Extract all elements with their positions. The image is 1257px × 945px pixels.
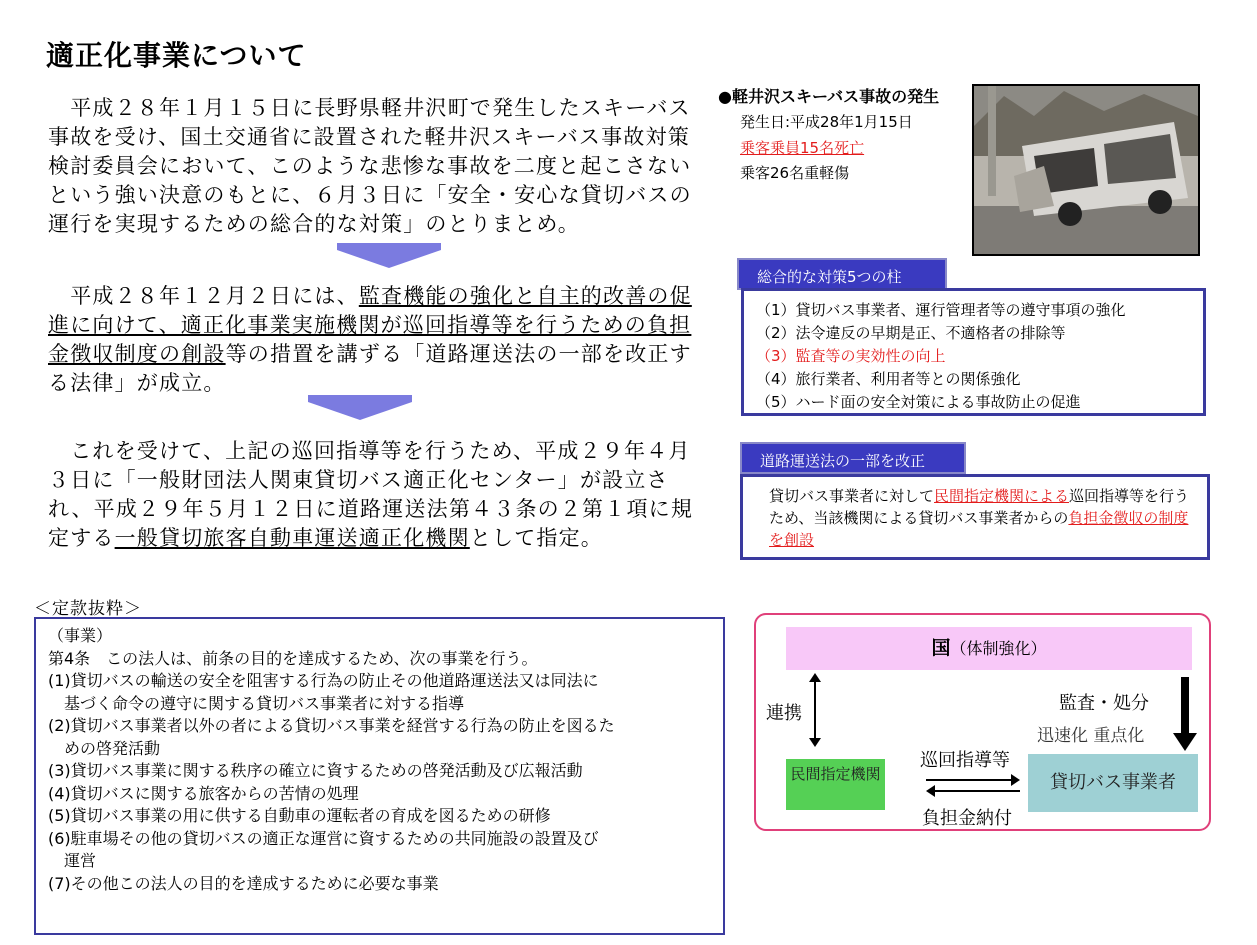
amendment-label: 道路運送法の一部を改正	[740, 442, 966, 474]
measure-item: （2）法令違反の早期是正、不適格者の排除等	[756, 324, 1066, 342]
article-line: (6)駐車場その他の貸切バスの適正な運営に資するための共同施設の設置及び	[48, 828, 599, 848]
page-title: 適正化事業について	[46, 39, 307, 72]
measures-box	[741, 288, 1206, 416]
kuni-note: （体制強化）	[950, 639, 1047, 658]
down-arrow-icon	[1181, 677, 1189, 735]
measure-item: （4）旅行業者、利用者等との関係強化	[756, 370, 1021, 388]
down-arrow-icon	[308, 402, 412, 420]
paragraph-designation-rest: として指定。	[469, 526, 604, 550]
accident-deaths: 乗客乗員15名死亡	[740, 139, 865, 157]
renkei-label: 連携	[766, 703, 802, 724]
paragraph-law-amendment	[48, 282, 708, 398]
paragraph-law-intro: 平成２８年１２月２日には、	[48, 284, 359, 308]
amendment-box	[740, 474, 1210, 560]
article-line: (1)貸切バスの輸送の安全を阻害する行為の防止その他道路運送法又は同法に	[48, 671, 599, 690]
kuni-label: 国	[931, 637, 951, 659]
minkan-box: 民間指定機関	[786, 759, 885, 810]
article-line: (4)貸切バスに関する旅客からの苦情の処理	[48, 783, 359, 803]
relationship-diagram	[754, 613, 1211, 831]
down-arrow-icon	[337, 250, 441, 268]
left-arrow-icon	[928, 790, 1020, 792]
amendment-text: 貸切バス事業者に対して	[769, 487, 935, 505]
measure-item: （1）貸切バス事業者、運行管理者等の遵守事項の強化	[756, 301, 1126, 319]
accident-heading: ●軽井沢スキーバス事故の発生	[718, 87, 940, 106]
kansa-label: 監査・処分	[1059, 693, 1149, 714]
article-line: （事業）	[48, 626, 113, 645]
kuni-box	[786, 627, 1192, 670]
article-line: 運営	[64, 851, 97, 870]
paragraph-accident-background: 平成２８年１月１５日に長野県軽井沢町で発生したスキーバス事故を受け、国土交通省に設置された軽井沢スキーバス事故対策検討委員会において、このような悲惨な事故を二度と起こさないという強い決意のもとに、６月３日に「安全・安心な貸切バスの運行を実現するための総合的な対策」のとりまとめ。	[48, 96, 692, 236]
paragraph-law-rest: 等の措置を講ずる「道路運送法の一部を改正する法律」が成立。	[48, 342, 692, 395]
measure-item: （5）ハード面の安全対策による事故防止の促進	[756, 393, 1081, 411]
jigyosha-box: 貸切バス事業者	[1028, 754, 1198, 812]
measure-item-highlight: （3）監査等の実効性の向上	[756, 347, 946, 365]
articles-heading: ＜定款抜粋＞	[34, 599, 142, 619]
paragraph-designation-underlined: 一般貸切旅客自動車運送適正化機関	[114, 526, 470, 550]
amendment-highlight: 負担金徴収の制度を創設	[769, 509, 1189, 549]
article-line: (5)貸切バス事業の用に供する自動車の運転者の育成を図るための研修	[48, 806, 551, 825]
paragraph-designation-intro: これを受けて、上記の巡回指導等を行うため、平成２９年４月３日に「一般財団法人関東貸切バス適正化センター」が設立され、平成２９年５月１２日に道路運送法第４３条の２第１項に規定する	[48, 439, 694, 550]
bus-accident-photo	[972, 84, 1200, 256]
article-line: 第4条 この法人は、前条の目的を達成するため、次の事業を行う。	[48, 648, 538, 668]
accident-date: 発生日:平成28年1月15日	[740, 113, 913, 131]
double-arrow-vertical-icon	[814, 675, 816, 745]
article-line: 基づく命令の遵守に関する貸切バス事業者に対する指導	[64, 693, 465, 713]
jinsoku-label: 迅速化 重点化	[1037, 726, 1145, 746]
article-line: (2)貸切バス事業者以外の者による貸切バス事業を経営する行為の防止を図るた	[48, 716, 615, 735]
measures-label: 総合的な対策5つの柱	[737, 258, 947, 290]
right-arrow-icon	[926, 779, 1018, 781]
amendment-highlight: 民間指定機関による	[934, 487, 1070, 505]
paragraph-designation	[48, 437, 708, 553]
article-line: (3)貸切バス事業に関する秩序の確立に資するための啓発活動及び広報活動	[48, 761, 583, 780]
article-line: めの啓発活動	[64, 738, 161, 758]
articles-box	[34, 617, 725, 935]
article-line: (7)その他この法人の目的を達成するために必要な事業	[48, 873, 439, 893]
futan-label: 負担金納付	[922, 808, 1012, 829]
paragraph-law-underlined: 監査機能の強化と自主的改善の促進に向けて、適正化事業実施機関が巡回指導等を行うための負担金徴収制度の創設	[48, 284, 692, 366]
amendment-text: 巡回指導等を行うため、当該機関による貸切バス事業者からの	[769, 487, 1190, 527]
junkai-label: 巡回指導等	[920, 750, 1010, 771]
accident-injuries: 乗客26名重軽傷	[740, 164, 850, 182]
